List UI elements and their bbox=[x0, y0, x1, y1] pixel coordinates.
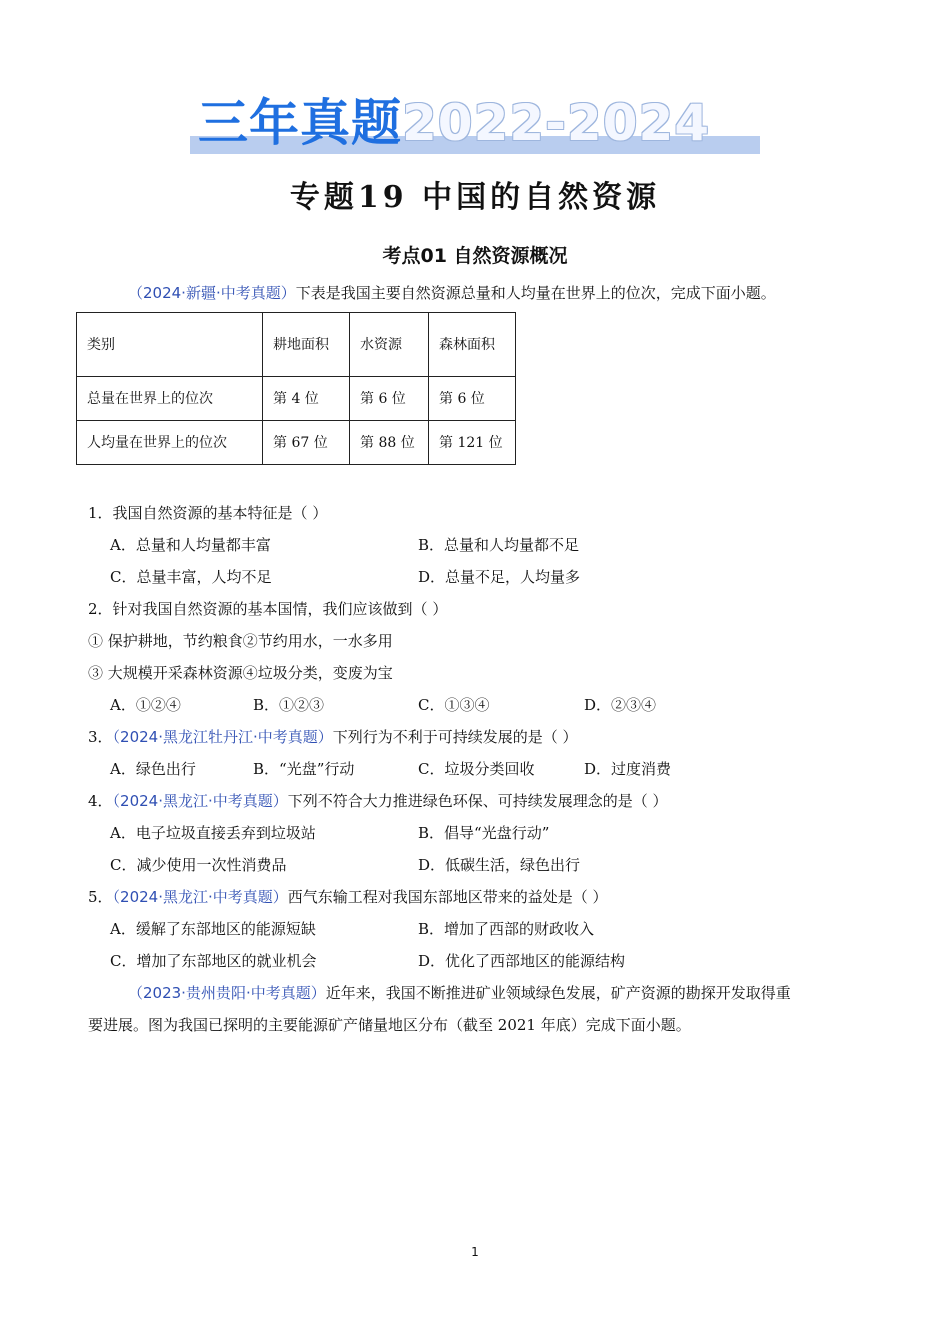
q3-option-b: B．“光盘”行动 bbox=[253, 760, 355, 778]
question-4 bbox=[88, 788, 878, 814]
table-cell: 第 6 位 bbox=[429, 377, 516, 421]
q2-statement-2: ③ 大规模开采森林资源④垃圾分类，变废为宝 bbox=[88, 664, 393, 682]
intro-2 bbox=[128, 980, 888, 1006]
table-cell: 第 6 位 bbox=[350, 377, 429, 421]
q5-option-d: D．优化了西部地区的能源结构 bbox=[418, 952, 626, 970]
intro-text: 下表是我国主要自然资源总量和人均量在世界上的位次，完成下面小题。 bbox=[295, 284, 776, 302]
question-number: 5． bbox=[88, 888, 113, 906]
q4-option-c: C．减少使用一次性消费品 bbox=[110, 856, 287, 874]
q3-option-a: A．绿色出行 bbox=[110, 760, 196, 778]
q5-option-b: B．增加了西部的财政收入 bbox=[418, 920, 595, 938]
q3-option-c: C．垃圾分类回收 bbox=[418, 760, 535, 778]
q1-option-d: D．总量不足，人均量多 bbox=[418, 568, 581, 586]
intro-1 bbox=[128, 280, 888, 306]
question-2: 2．针对我国自然资源的基本国情，我们应该做到（ ） bbox=[88, 600, 448, 618]
question-number: 4． bbox=[88, 792, 113, 810]
table-header-cell: 水资源 bbox=[350, 313, 429, 377]
table-header-cell: 森林面积 bbox=[429, 313, 516, 377]
table-row bbox=[77, 421, 516, 465]
q2-statement-1: ① 保护耕地，节约粮食②节约用水，一水多用 bbox=[88, 632, 393, 650]
table-cell: 第 88 位 bbox=[350, 421, 429, 465]
banner-text bbox=[198, 92, 710, 154]
q2-option-b: B．①②③ bbox=[253, 696, 325, 714]
q2-option-c: C．①③④ bbox=[418, 696, 490, 714]
q5-option-c: C．增加了东部地区的就业机会 bbox=[110, 952, 317, 970]
q2-option-a: A．①②④ bbox=[110, 696, 181, 714]
question-1: 1．我国自然资源的基本特征是（ ） bbox=[88, 504, 328, 522]
banner-chinese: 三年真题 bbox=[198, 94, 402, 152]
banner-years: 2022-2024 bbox=[402, 94, 711, 152]
table-cell: 人均量在世界上的位次 bbox=[77, 421, 263, 465]
section-subtitle: 考点01 自然资源概况 bbox=[382, 245, 568, 267]
table-cell: 总量在世界上的位次 bbox=[77, 377, 263, 421]
table-header-cell: 类别 bbox=[77, 313, 263, 377]
q3-option-d: D．过度消费 bbox=[584, 760, 672, 778]
question-5 bbox=[88, 884, 878, 910]
q1-option-a: A．总量和人均量都丰富 bbox=[110, 536, 271, 554]
q5-option-a: A．缓解了东部地区的能源短缺 bbox=[110, 920, 316, 938]
question-text: 下列行为不利于可持续发展的是（ ） bbox=[332, 728, 578, 746]
intro-2-continued: 要进展。图为我国已探明的主要能源矿产储量地区分布（截至 2021 年底）完成下面小题。 bbox=[88, 1016, 691, 1034]
source-tag: （2024·黑龙江·中考真题） bbox=[112, 888, 288, 906]
table-header-row bbox=[77, 313, 516, 377]
q1-option-b: B．总量和人均量都不足 bbox=[418, 536, 580, 554]
table-cell: 第 67 位 bbox=[263, 421, 350, 465]
table-cell: 第 121 位 bbox=[429, 421, 516, 465]
question-text: 下列不符合大力推进绿色环保、可持续发展理念的是（ ） bbox=[287, 792, 668, 810]
header-banner bbox=[190, 92, 760, 154]
table-header-cell: 耕地面积 bbox=[263, 313, 350, 377]
source-tag: （2024·黑龙江·中考真题） bbox=[112, 792, 288, 810]
page-number: 1 bbox=[471, 1245, 479, 1259]
source-tag: （2024·新疆·中考真题） bbox=[128, 284, 296, 302]
question-text: 西气东输工程对我国东部地区带来的益处是（ ） bbox=[287, 888, 608, 906]
q4-option-d: D．低碳生活，绿色出行 bbox=[418, 856, 581, 874]
question-number: 3． bbox=[88, 728, 113, 746]
q1-option-c: C．总量丰富，人均不足 bbox=[110, 568, 272, 586]
q2-option-d: D．②③④ bbox=[584, 696, 657, 714]
page-title: 专题19 中国的自然资源 bbox=[289, 180, 661, 215]
table-row bbox=[77, 377, 516, 421]
intro-text: 近年来，我国不断推进矿业领域绿色发展，矿产资源的勘探开发取得重 bbox=[325, 984, 791, 1002]
q4-option-a: A．电子垃圾直接丢弃到垃圾站 bbox=[110, 824, 316, 842]
question-3 bbox=[88, 724, 878, 750]
resources-table bbox=[76, 312, 516, 465]
source-tag: （2024·黑龙江牡丹江·中考真题） bbox=[112, 728, 333, 746]
source-tag: （2023·贵州贵阳·中考真题） bbox=[128, 984, 326, 1002]
q4-option-b: B．倡导“光盘行动” bbox=[418, 824, 550, 842]
table-cell: 第 4 位 bbox=[263, 377, 350, 421]
